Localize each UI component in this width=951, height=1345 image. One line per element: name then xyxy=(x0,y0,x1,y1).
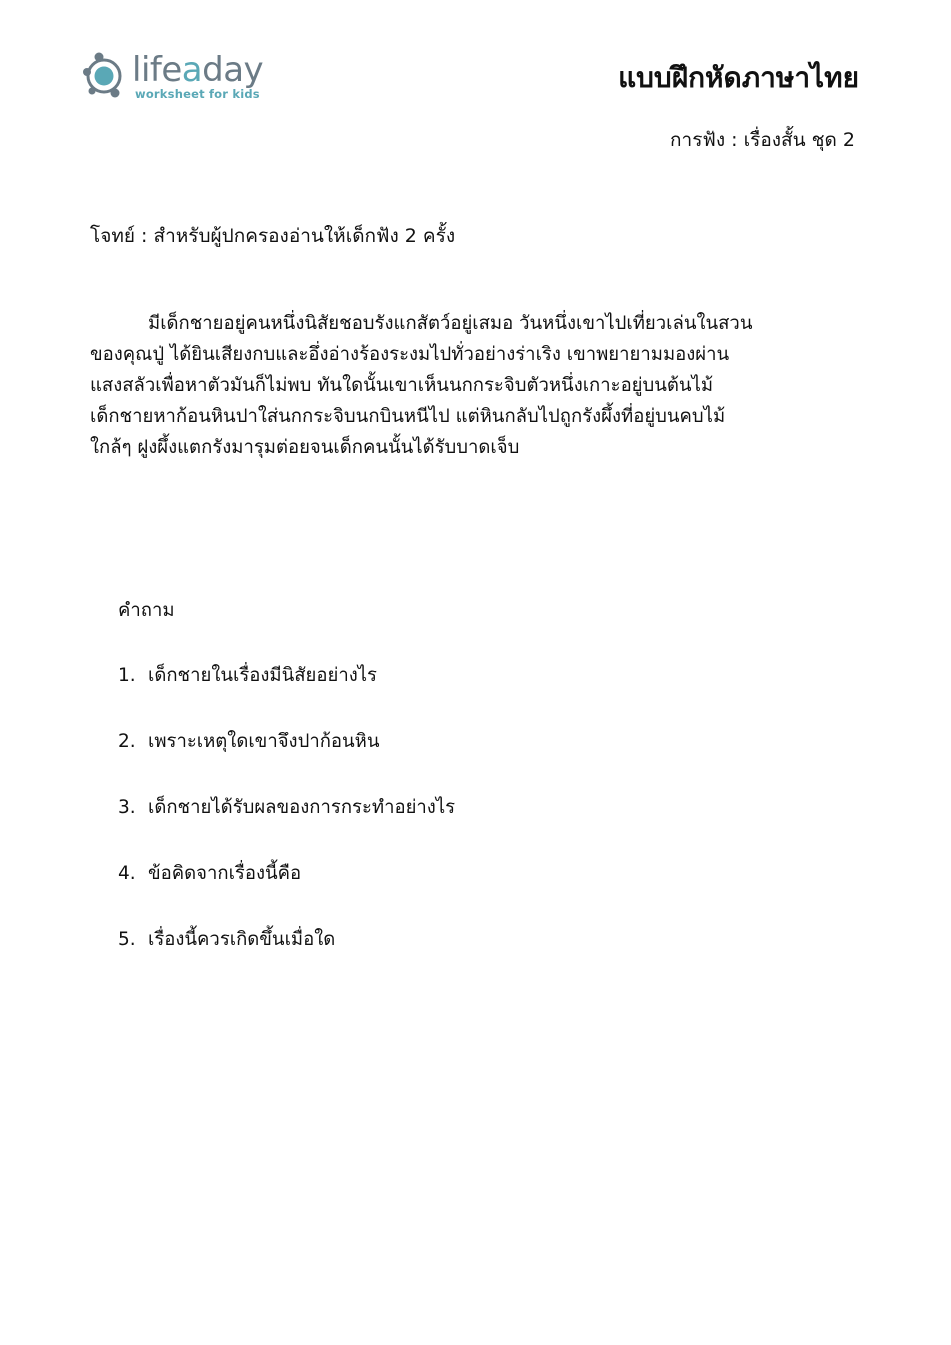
question-item xyxy=(118,926,455,992)
question-item xyxy=(118,728,455,794)
page-title: แบบฝึกหัดภาษาไทย xyxy=(618,61,859,94)
story-line: มีเด็กชายอยู่คนหนึ่งนิสัยชอบรังแกสัตว์อยู่เสมอ วันหนึ่งเขาไปเที่ยวเล่นในสวน xyxy=(148,313,753,334)
lifeaday-logo xyxy=(82,50,272,106)
question-number: 5. xyxy=(118,929,136,950)
logo-word-day: day xyxy=(202,50,264,90)
logo-word-a: a xyxy=(181,50,203,90)
question-item xyxy=(118,860,455,926)
question-item xyxy=(118,662,455,728)
page-subtitle: การฟัง : เรื่องสั้น ชุด 2 xyxy=(670,129,855,151)
questions-heading: คำถาม xyxy=(118,600,175,621)
story-line: แสงสลัวเพื่อหาตัวมันก็ไม่พบ ทันใดนั้นเขาเห็นนกกระจิบตัวหนึ่งเกาะอยู่บนต้นไม้ xyxy=(90,375,714,396)
story-paragraph xyxy=(90,308,850,463)
question-number: 4. xyxy=(118,863,136,884)
question-number: 2. xyxy=(118,731,136,752)
story-line: ใกล้ๆ ฝูงผึ้งแตกรังมารุมต่อยจนเด็กคนนั้นได้รับบาดเจ็บ xyxy=(90,437,520,458)
story-line: ของคุณปู่ ได้ยินเสียงกบและอึ่งอ่างร้องระงมไปทั่วอย่างร่าเริง เขาพยายามมองผ่าน xyxy=(90,344,730,365)
instruction-text: โจทย์ : สำหรับผู้ปกครองอ่านให้เด็กฟัง 2 ครั้ง xyxy=(90,225,456,247)
molecule-logo-icon xyxy=(82,50,132,104)
question-item xyxy=(118,794,455,860)
story-line: เด็กชายหาก้อนหินปาใส่นกกระจิบนกบินหนีไป แต่หินกลับไปถูกรังผึ้งที่อยู่บนคบไม้ xyxy=(90,406,726,427)
question-number: 1. xyxy=(118,665,136,686)
question-text: เพราะเหตุใดเขาจึงปาก้อนหิน xyxy=(148,731,380,752)
logo-tagline: worksheet for kids xyxy=(135,87,260,101)
question-text: เรื่องนี้ควรเกิดขึ้นเมื่อใด xyxy=(148,929,336,950)
question-text: เด็กชายในเรื่องมีนิสัยอย่างไร xyxy=(148,665,377,686)
question-text: เด็กชายได้รับผลของการกระทำอย่างไร xyxy=(148,797,456,818)
question-text: ข้อคิดจากเรื่องนี้คือ xyxy=(148,863,302,884)
logo-wordmark xyxy=(132,50,263,90)
questions-list xyxy=(118,662,455,992)
question-number: 3. xyxy=(118,797,136,818)
logo-word-life: life xyxy=(132,50,182,90)
